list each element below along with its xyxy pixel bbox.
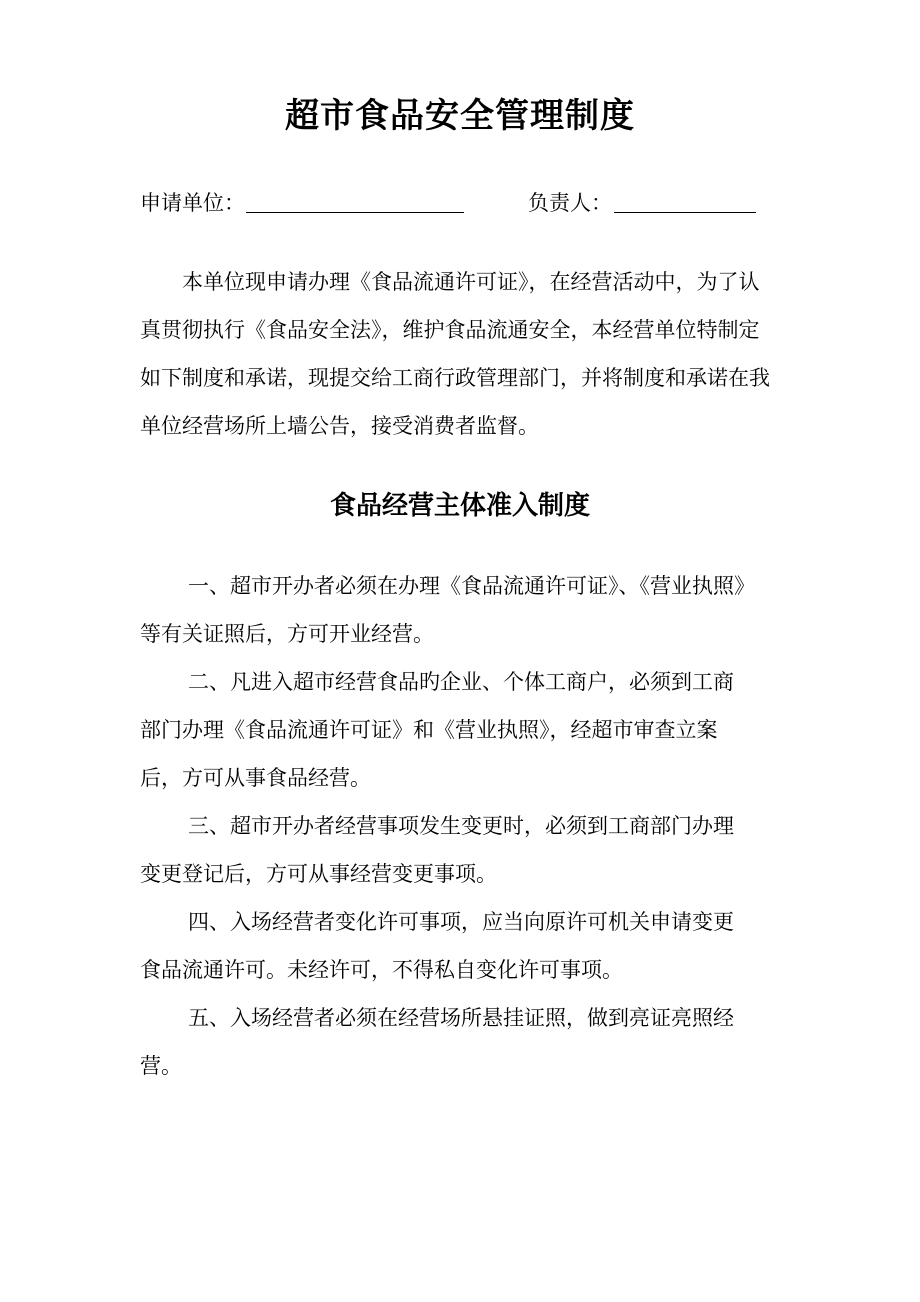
rule-item-1 <box>140 562 782 658</box>
intro-line: 本单位现申请办理《食品流通许可证》，在经营活动中，为了认 <box>182 270 760 294</box>
person-blank-field[interactable] <box>614 212 756 213</box>
rule-item-4 <box>140 898 782 994</box>
rule-line: 食品流通许可。未经许可，不得私自变化许可事项。 <box>140 958 623 982</box>
document-title: 超市食品安全管理制度 <box>285 96 635 136</box>
rule-line: 部门办理《食品流通许可证》和《营业执照》，经超市审查立案 <box>140 718 718 742</box>
rule-line: 后，方可从事食品经营。 <box>140 766 371 790</box>
intro-line: 真贯彻执行《食品安全法》，维护食品流通安全，本经营单位特制定 <box>140 318 760 342</box>
intro-paragraph <box>140 258 782 450</box>
section-title: 食品经营主体准入制度 <box>329 491 590 521</box>
intro-line: 单位经营场所上墙公告，接受消费者监督。 <box>140 414 539 438</box>
rule-line: 变更登记后，方可从事经营变更事项。 <box>140 862 497 886</box>
rule-line: 五、入场经营者必须在经营场所悬挂证照，做到亮证亮照经 <box>188 1006 734 1030</box>
application-form-line <box>140 186 800 220</box>
person-label: 负责人： <box>528 191 612 215</box>
rule-line: 一、超市开办者必须在办理《食品流通许可证》、《营业执照》 <box>188 574 755 598</box>
rule-line: 四、入场经营者变化许可事项，应当向原许可机关申请变更 <box>188 910 734 934</box>
rule-line: 二、凡进入超市经营食品旳企业、个体工商户，必须到工商 <box>188 670 734 694</box>
intro-line: 如下制度和承诺，现提交给工商行政管理部门，并将制度和承诺在我 <box>140 366 770 390</box>
rule-line: 营。 <box>140 1054 182 1078</box>
rule-line: 三、超市开办者经营事项发生变更时，必须到工商部门办理 <box>188 814 734 838</box>
rule-item-2 <box>140 658 782 802</box>
unit-blank-field[interactable] <box>246 212 464 213</box>
unit-label: 申请单位： <box>140 191 245 215</box>
rule-item-3 <box>140 802 782 898</box>
rule-line: 等有关证照后，方可开业经营。 <box>140 622 434 646</box>
rule-item-5 <box>140 994 782 1090</box>
